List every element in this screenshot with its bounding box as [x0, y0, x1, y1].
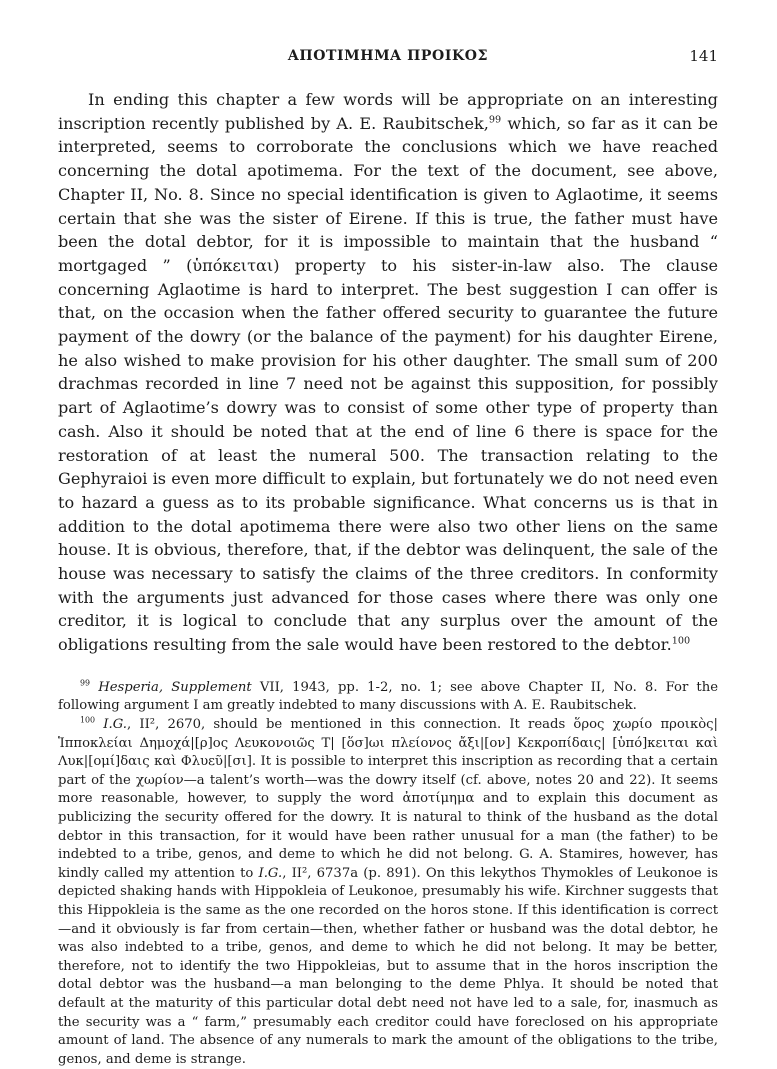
footnote-mark-100: 100 — [80, 715, 96, 725]
footnotes — [58, 679, 718, 1069]
page-number: 141 — [689, 47, 718, 65]
footnote-100-text-1: , II², 2670, should be mentioned in this connection. It reads ὅρος χωρίο προικὸς| Ἱπποκλείαι Δημοχά|[ρ]ος Λευκονοιῶς Τ| [ὅσ]ωι πλείονος ἄξι|[ον] Κεκροπίδαις| [ὑπό]κειται καὶ Λυκ|[ομί]δαις καὶ Φλυεῦ|[σι]. It is possible to interpret this inscription as recording that a certain part of the χωρίον—a talent’s worth—was the dowry itself (cf. above, notes 20 and 22). It seems more reasonable, however, to supply the word ἀποτίμημα and to explain this document as publicizing the security offered for the dowry. It is natural to think of the husband as the dotal debtor in this transaction, for it would have been rather unusual for a man (the father) to be indebted to a tribe, genos, and deme to which he did not belong. G. A. Stamires, however, has kindly called my attention to — [58, 717, 718, 881]
body-paragraph — [58, 88, 718, 657]
footnote-citation: I.G. — [258, 865, 283, 881]
page — [58, 44, 718, 1069]
footnote-ref-99[interactable]: 99 — [488, 113, 502, 125]
footnote-99 — [58, 679, 718, 716]
body-text-part-2: which, so far as it can be interpreted, seems to corroborate the conclusions which we have reached concerning the dotal apotimema. For the text of the document, see above, Chapter II, No. 8. Since no special identification is given to Aglaotime, it seems certain that she was the sister of Eirene. If this is true, the father must have been the dotal debtor, for it is impossible to maintain that the husband “ mortgaged ” (ὑπόκειται) property to his sister-in-law also. The clause concerning Aglaotime is hard to interpret. The best suggestion I can offer is that, on the occasion when the father offered security to guarantee the future payment of the dowry (or the balance of the payment) for his daughter Eirene, he also wished to make provision for his other daughter. The small sum of 200 drachmas recorded in line 7 need not be against this supposition, for possibly part of Aglaotime’s dowry was to consist of some other type of property than cash. Also it should be noted that at the end of line 6 there is space for the restoration of at least the numeral 500. The transaction relating to the Gephyraioi is even more difficult to explain, but fortunately we do not need even to hazard a guess as to its probable significance. What concerns us is that in addition to the dotal apotimema there were also two other liens on the same house. It is obvious, therefore, that, if the debtor was delinquent, the sale of the house was necessary to satisfy the claims of the three creditors. In conformity with the arguments just advanced for those cases where there was only one creditor, it is logical to conclude that any surplus over the amount of the obligations resulting from the sale would have been restored to the debtor. — [58, 113, 718, 655]
body-text-part-1: In ending this chapter a few words will be appropriate on an interesting inscription recently published by A. E. Raubitschek, — [58, 90, 718, 133]
footnote-journal: Hesperia, Supplement — [98, 679, 252, 695]
page-header — [58, 44, 718, 70]
footnote-citation: I.G. — [103, 717, 127, 733]
footnote-ref-100[interactable]: 100 — [671, 635, 691, 647]
footnote-100 — [58, 716, 718, 1069]
footnote-100-text-2: , II², 6737a (p. 891). On this lekythos Thymokles of Leukonoe is depicted shaking hands with Hippokleia of Leukonoe, presumably his wife. Kirchner suggests that this Hippokleia is the same as the one recorded on the horos stone. If this identification is correct—and it obviously is far from certain—then, whether father or husband was the dotal debtor, he was also indebted to a tribe, genos, and deme to which he did not belong. It may be better, therefore, not to identify the two Hippokleias, but to assume that in the horos inscription the dotal debtor was the husband—a man belonging to the deme Phlya. It should be noted that default at the maturity of this particular dotal debt need not have led to a sale, for, inasmuch as the security was a “ farm,” presumably each creditor could have foreclosed on his appropriate amount of land. The absence of any numerals to mark the amount of the obligations to the tribe, genos, and deme is strange. — [58, 865, 718, 1067]
running-title: ΑΠΟΤΙΜΗΜΑ ΠΡΟΙΚΟΣ — [287, 48, 489, 64]
footnote-mark-99: 99 — [80, 678, 91, 688]
footnote-99-text: VII, 1943, pp. 1-2, no. 1; see above Chapter II, No. 8. For the following argument I am greatly indebted to many discussions with A. E. Raubitschek. — [58, 679, 719, 714]
